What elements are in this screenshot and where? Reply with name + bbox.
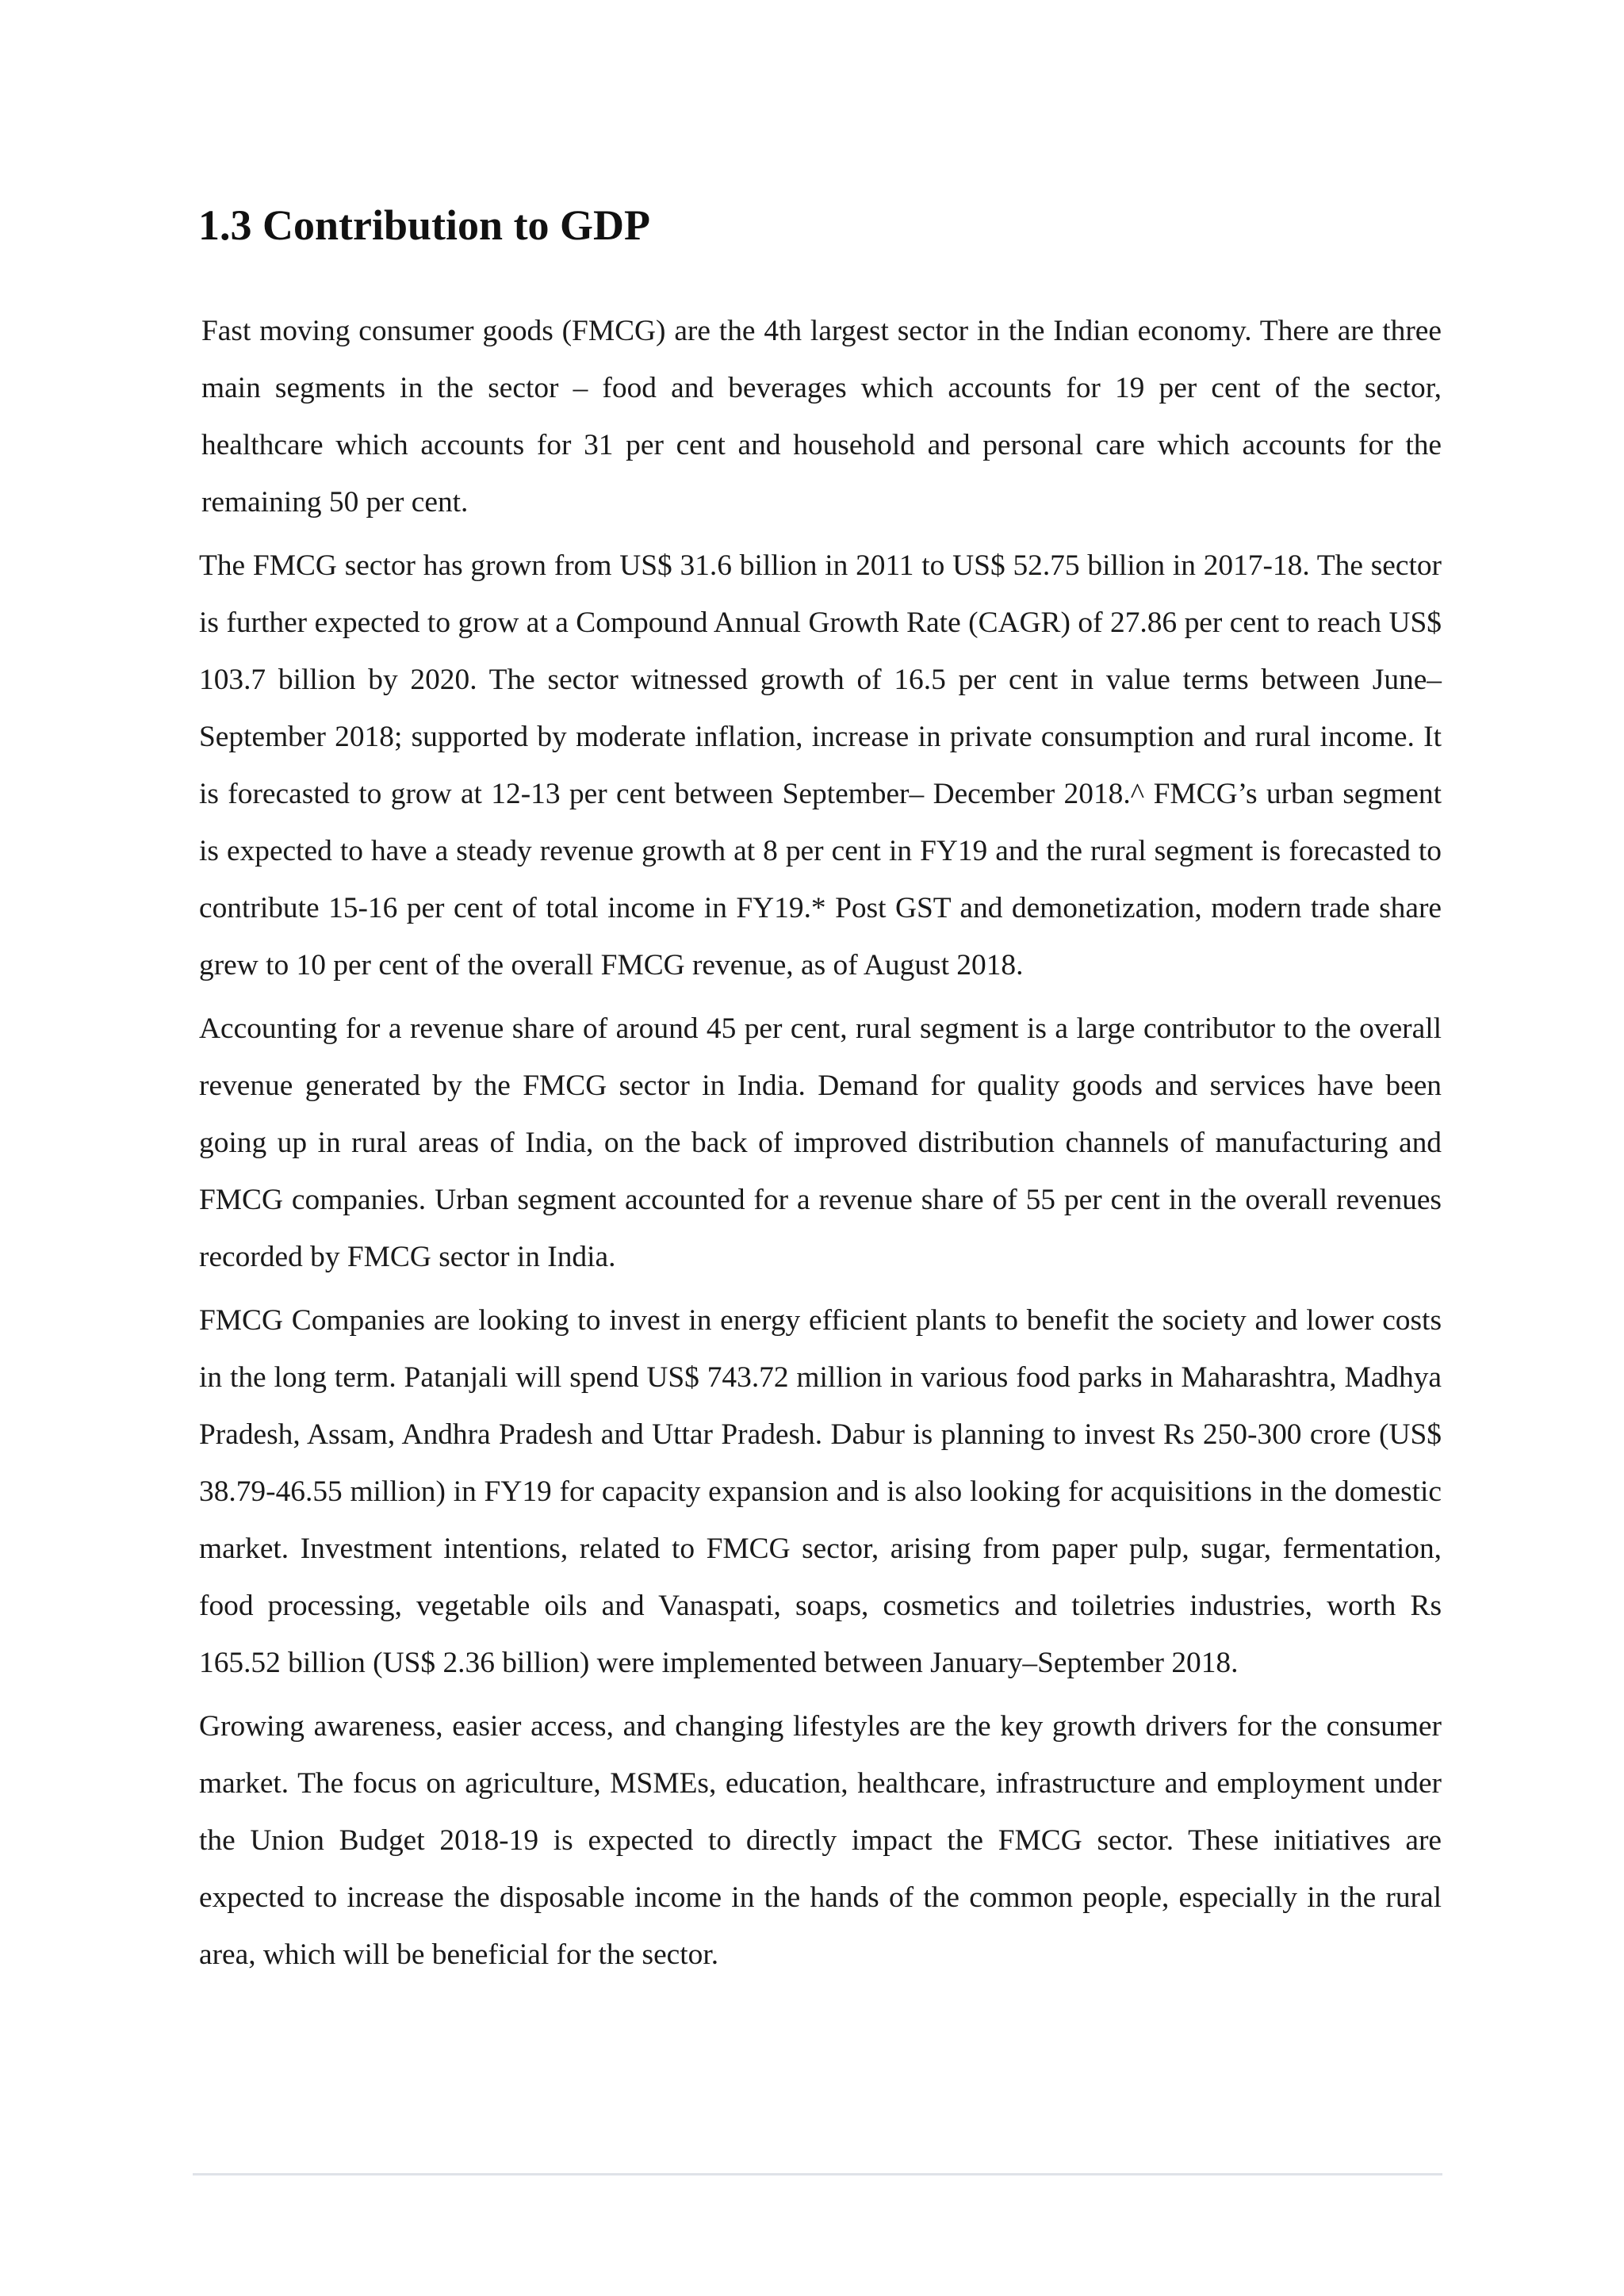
paragraph-investments: FMCG Companies are looking to invest in energy efficient plants to benefit the society and lower costs in the long term. Patanjali will spend US$ 743.72 million in various food parks in Maharashtra, Madhya Pradesh, Assam, Andhra Pradesh and Uttar Pradesh. Dabur is planning to invest Rs 250-300 crore (US$ 38.79-46.55 million) in FY19 for capacity expansion and is also looking for acquisitions in the domestic market. Investment intentions, related to FMCG sector, arising from paper pulp, sugar, fermentation, food processing, vegetable oils and Vanaspati, soaps, cosmetics and toiletries industries, worth Rs 165.52 billion (US$ 2.36 billion) were implemented between January–September 2018. (199, 1304, 1442, 1679)
footer-divider (193, 2173, 1442, 2175)
paragraph-fmcg-segments: Fast moving consumer goods (FMCG) are the 4th largest sector in the Indian economy. There are three main segments in the sector – food and beverages which accounts for 19 per cent of the sector, healthcare which accounts for 31 per cent and household and personal care which accounts for the remaining 50 per cent. (201, 315, 1442, 519)
paragraph-growth-drivers: Growing awareness, easier access, and changing lifestyles are the key growth drivers for the consumer market. The focus on agriculture, MSMEs, education, healthcare, infrastructure and employment under the Union Budget 2018-19 is expected to directly impact the FMCG sector. These initiatives are expected to increase the disposable income in the hands of the common people, especially in the rural area, which will be beneficial for the sector. (199, 1710, 1442, 1971)
paragraph-rural-urban-share: Accounting for a revenue share of around 45 per cent, rural segment is a large contributor to the overall revenue generated by the FMCG sector in India. Demand for quality goods and services have been going up in rural areas of India, on the back of improved distribution channels of manufacturing and FMCG companies. Urban segment accounted for a revenue share of 55 per cent in the overall revenues recorded by FMCG sector in India. (199, 1012, 1442, 1273)
section-heading: 1.3 Contribution to GDP (198, 201, 651, 249)
body-text (199, 303, 1442, 1990)
paragraph-fmcg-growth: The FMCG sector has grown from US$ 31.6 billion in 2011 to US$ 52.75 billion in 2017-18. The sector is further expected to grow at a Compound Annual Growth Rate (CAGR) of 27.86 per cent to reach US$ 103.7 billion by 2020. The sector witnessed growth of 16.5 per cent in value terms between June–September 2018; supported by moderate inflation, increase in private consumption and rural income. It is forecasted to grow at 12-13 per cent between September– December 2018.^ FMCG’s urban segment is expected to have a steady revenue growth at 8 per cent in FY19 and the rural segment is forecasted to contribute 15-16 per cent of total income in FY19.* Post GST and demonetization, modern trade share grew to 10 per cent of the overall FMCG revenue, as of August 2018. (199, 549, 1442, 982)
